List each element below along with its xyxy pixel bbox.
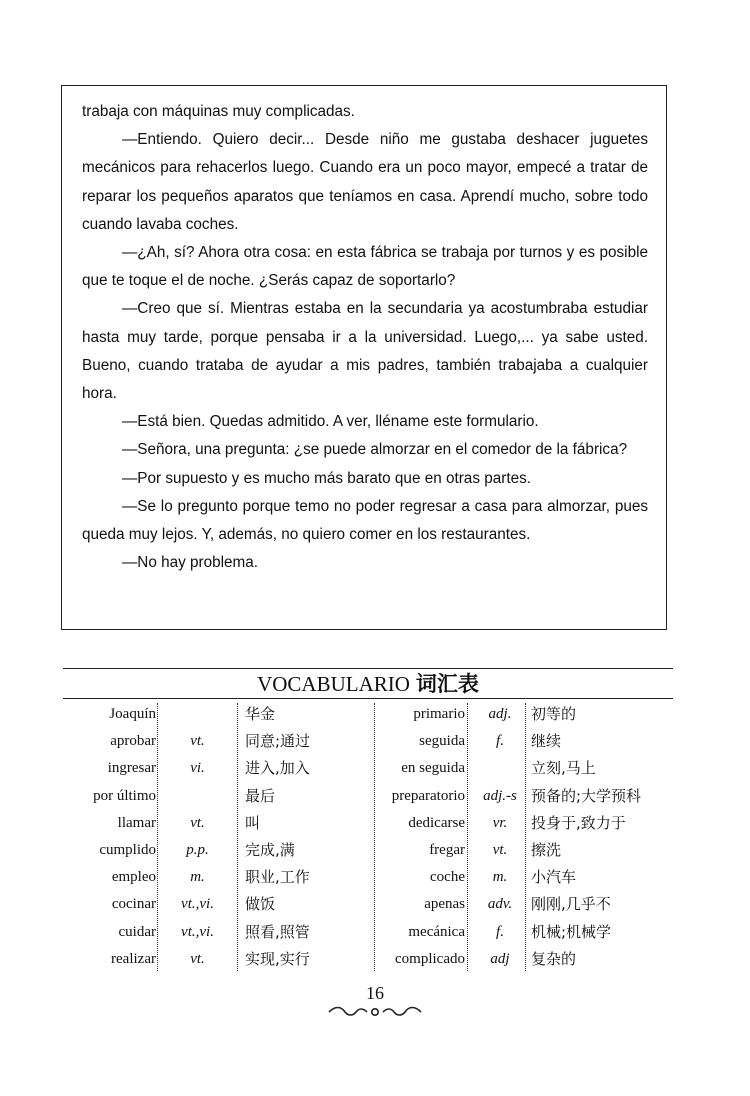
vocab-pos: f. <box>496 923 504 940</box>
vocab-term: dedicarse <box>408 814 465 831</box>
right-term-column <box>345 701 465 973</box>
vocab-meaning: 叫 <box>245 813 261 832</box>
vocab-term: primario <box>413 706 465 722</box>
column-divider <box>237 703 238 971</box>
vocab-meaning: 完成,满 <box>245 840 295 859</box>
vocab-pos <box>160 783 235 810</box>
vocab-term: por último <box>93 787 156 804</box>
dialogue-paragraph: —Creo que sí. Mientras estaba en la secundaria ya acostumbraba estudiar hasta muy tarde, porque pensaba ir a la universidad. Luego,... ya sabe usted. Bueno, cuando trataba de ayudar a mis padres, también trabajaba a cualquier hora. <box>82 300 648 403</box>
vocab-pos: adj <box>490 950 510 967</box>
vocab-pos: vt. <box>492 841 508 858</box>
vocab-term: en seguida <box>401 760 465 777</box>
dialogue-paragraph: —Por supuesto y es mucho más barato que en otras partes. <box>122 469 531 487</box>
vocab-meaning: 机械;机械学 <box>531 922 612 941</box>
right-pos-column <box>468 701 532 973</box>
vocab-term: cumplido <box>99 841 156 858</box>
vocab-term: empleo <box>111 869 156 886</box>
vocab-meaning: 小汽车 <box>531 868 577 887</box>
vocab-meaning: 最后 <box>245 786 276 805</box>
vocab-term: ingresar <box>107 760 156 777</box>
vocab-term: complicado <box>395 950 465 967</box>
dialogue-box <box>61 85 667 630</box>
vocab-meaning: 照看,照管 <box>245 922 310 941</box>
vocab-term: Joaquín <box>109 706 156 722</box>
right-meaning-column <box>531 701 676 973</box>
vocab-meaning: 刚刚,几乎不 <box>531 895 611 914</box>
column-divider <box>525 703 526 971</box>
vocab-pos: adj.-s <box>483 787 517 804</box>
vocab-pos: vt. <box>190 733 205 750</box>
vocab-pos: p.p. <box>186 841 209 858</box>
vocab-term: cuidar <box>118 923 156 940</box>
vocab-term: coche <box>430 869 465 886</box>
vocab-term: seguida <box>419 733 465 750</box>
vocab-meaning: 实现,实行 <box>245 949 310 968</box>
vocabulary-title-es: VOCABULARIO <box>257 672 410 696</box>
dialogue-paragraph: —No hay problema. <box>122 554 259 572</box>
vocab-meaning: 复杂的 <box>531 949 577 968</box>
vocab-term: preparatorio <box>391 787 465 804</box>
vocab-term: realizar <box>111 950 156 967</box>
vocab-pos: m. <box>492 869 508 886</box>
vocab-pos: m. <box>190 869 205 886</box>
column-divider <box>374 703 375 971</box>
page-number: 16 <box>366 983 384 1003</box>
vocab-meaning: 预备的;大学预科 <box>531 786 642 805</box>
vocab-pos: vt.,vi. <box>181 923 214 940</box>
dialogue-paragraph: —Señora, una pregunta: ¿se puede almorzar en el comedor de la fábrica? <box>122 441 628 459</box>
vocab-meaning: 进入,加入 <box>245 759 310 778</box>
column-divider <box>157 703 158 971</box>
vocabulary-title-rule <box>63 698 673 699</box>
vocab-pos: adj. <box>488 706 512 722</box>
vocab-meaning: 同意;通过 <box>245 732 311 751</box>
vocab-term: mecánica <box>408 923 465 940</box>
scroll-flourish-icon <box>325 1005 425 1024</box>
vocab-pos <box>160 701 235 728</box>
vocab-meaning: 投身于,致力于 <box>531 813 626 832</box>
vocab-pos: vt.,vi. <box>181 896 214 913</box>
vocabulary-title <box>63 671 673 697</box>
vocabulary-title-cn: 词汇表 <box>415 672 479 696</box>
vocab-meaning: 立刻,马上 <box>531 759 596 778</box>
vocab-meaning: 擦洗 <box>531 840 562 859</box>
vocab-term: fregar <box>429 841 465 858</box>
column-divider <box>467 703 468 971</box>
vocab-term: apenas <box>424 896 465 913</box>
vocabulary-top-rule <box>63 668 673 669</box>
dialogue-paragraph: —Está bien. Quedas admitido. A ver, lléname este formulario. <box>122 413 539 431</box>
vocab-term: cocinar <box>111 896 156 913</box>
vocab-pos: vi. <box>190 760 205 777</box>
vocab-pos: f. <box>496 733 504 750</box>
vocab-meaning: 华金 <box>245 705 276 723</box>
vocab-meaning: 继续 <box>531 732 562 751</box>
vocab-meaning: 职业,工作 <box>245 868 310 887</box>
left-term-column <box>56 701 156 973</box>
dialogue-paragraph: trabaja con máquinas muy complicadas. <box>82 103 355 120</box>
dialogue-paragraph: —¿Ah, sí? Ahora otra cosa: en esta fábrica se trabaja por turnos y es posible que te toque el de noche. ¿Serás capaz de soportarlo? <box>82 244 648 290</box>
dialogue-paragraph: —Se lo pregunto porque temo no poder regresar a casa para almorzar, pues queda muy lejos. Y, además, no quiero comer en los restaurantes. <box>82 497 648 544</box>
vocab-pos: adv. <box>487 896 513 913</box>
vocab-term: aprobar <box>110 733 156 750</box>
dialogue-paragraph: —Entiendo. Quiero decir... Desde niño me gustaba deshacer juguetes mecánicos para rehacerlos luego. Cuando era un poco mayor, empecé a tratar de reparar los pequeños aparatos que teníamos en casa. Aprendí mucho, sobre todo cuando lavaba coches. <box>82 131 648 233</box>
vocab-pos: vr. <box>492 814 508 831</box>
vocab-pos: vt. <box>190 950 205 967</box>
vocab-meaning: 初等的 <box>531 705 577 723</box>
vocab-pos <box>468 755 532 782</box>
left-pos-column <box>160 701 235 973</box>
vocab-pos: vt. <box>190 814 205 831</box>
vocab-term: llamar <box>117 814 156 831</box>
vocab-meaning: 做饭 <box>245 895 276 914</box>
